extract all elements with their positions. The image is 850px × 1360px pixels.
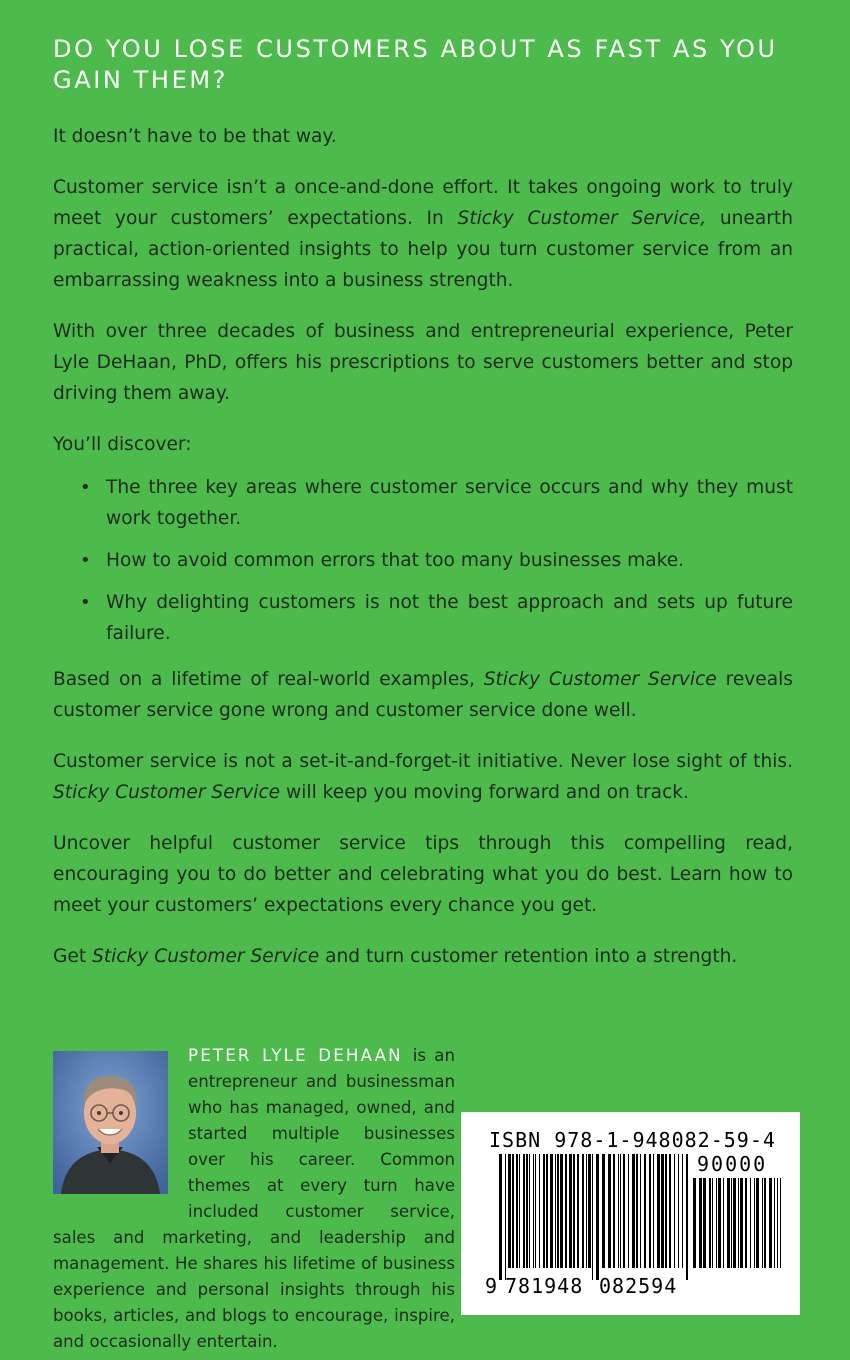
barcode-bar xyxy=(526,1154,528,1268)
barcode-bar xyxy=(738,1178,739,1268)
barcode-bar xyxy=(535,1154,536,1268)
barcode-bar xyxy=(523,1154,525,1268)
book-title: Sticky Customer Service xyxy=(53,782,281,803)
barcode-bar xyxy=(678,1154,679,1268)
barcode-bar xyxy=(613,1154,615,1268)
barcode-bar xyxy=(592,1154,593,1280)
barcode-bar xyxy=(699,1178,702,1268)
barcode-bar xyxy=(632,1154,635,1268)
barcode-bar xyxy=(569,1154,572,1268)
barcode-bar xyxy=(516,1154,518,1268)
author-name: PETER LYLE DEHAAN xyxy=(188,1046,403,1065)
list-item: • The three key areas where customer service occurs and why they must work together. xyxy=(53,472,793,534)
barcode-bar xyxy=(777,1178,778,1268)
barcode-bar xyxy=(628,1154,629,1268)
paragraph-3: With over three decades of business and entrepreneurial experience, Peter Lyle DeHaan, PhD, offers his prescriptions to serve customers better and stop driving them away. xyxy=(53,321,793,404)
barcode-bar xyxy=(505,1154,506,1280)
book-title: Sticky Customer Service xyxy=(483,669,717,690)
paragraph-1: It doesn’t have to be that way. xyxy=(53,126,337,147)
barcode-bar xyxy=(618,1154,619,1268)
barcode-bar xyxy=(649,1154,651,1268)
barcode-bar xyxy=(577,1154,579,1268)
barcode-bar xyxy=(657,1154,660,1268)
barcode-bar xyxy=(709,1178,711,1268)
barcode-bar xyxy=(596,1154,599,1280)
barcode-bar xyxy=(762,1178,763,1268)
barcode-bar xyxy=(546,1154,548,1268)
list-item: • Why delighting customers is not the best approach and sets up future failure. xyxy=(53,587,793,649)
barcode-bar xyxy=(608,1154,611,1268)
barcode-bar xyxy=(557,1154,559,1268)
paragraph-8: Get Sticky Customer Service and turn customer retention into a strength. xyxy=(53,946,738,967)
barcode-bar xyxy=(499,1154,502,1280)
bullet-icon: • xyxy=(80,477,91,498)
barcode-bar xyxy=(573,1154,575,1268)
barcode-bar xyxy=(731,1178,732,1268)
barcode-bar xyxy=(602,1154,605,1268)
barcode-bar xyxy=(661,1154,664,1268)
addon-code: 90000 xyxy=(697,1152,768,1176)
paragraph-4: You’ll discover: xyxy=(53,434,192,455)
headline: DO YOU LOSE CUSTOMERS ABOUT AS FAST AS YOU GAIN THEM? xyxy=(53,35,778,94)
barcode-bar xyxy=(555,1154,556,1268)
barcode-addon-bars xyxy=(693,1178,783,1280)
barcode-bar xyxy=(769,1178,772,1268)
barcode-digit-first: 9 xyxy=(485,1274,498,1298)
bio-text: is an entrepreneur and businessman who has managed, owned, and started multiple businesses over his career. Common themes at every turn have included customer service, sales and marketing, and leadership and management. He shares his lifetime of business experience and personal insights through his books, articles, and blogs to encourage, inspire, and occasionally entertain. xyxy=(53,1046,455,1351)
isbn-label: ISBN 978-1-948082-59-4 xyxy=(489,1128,776,1152)
barcode-bar xyxy=(512,1154,514,1268)
barcode-main-bars xyxy=(499,1154,691,1280)
barcode-bar xyxy=(750,1178,751,1268)
description xyxy=(53,121,793,992)
barcode-bar xyxy=(712,1178,713,1268)
barcode-bar xyxy=(745,1178,747,1268)
barcode-bar xyxy=(682,1154,683,1268)
bullet-list xyxy=(53,472,793,649)
bullet-icon: • xyxy=(80,550,91,571)
barcode-bar xyxy=(665,1154,667,1268)
barcode-bar xyxy=(686,1154,688,1280)
barcode-bar xyxy=(620,1154,621,1268)
barcode-bar xyxy=(636,1154,638,1268)
barcode-bar xyxy=(533,1154,534,1268)
barcode-bar xyxy=(774,1178,775,1268)
book-title: Sticky Customer Service xyxy=(92,946,320,967)
barcode-bar xyxy=(693,1178,696,1268)
barcode-bar xyxy=(764,1178,766,1268)
barcode-bar xyxy=(718,1178,721,1268)
list-item: • How to avoid common errors that too many businesses make. xyxy=(53,545,793,576)
barcode-bar xyxy=(560,1154,563,1268)
barcode-bar xyxy=(756,1178,759,1268)
barcode-digits-right: 082594 xyxy=(599,1274,678,1298)
barcode-bar xyxy=(565,1154,567,1268)
barcode-bar xyxy=(519,1154,520,1268)
paragraph-2: Customer service isn’t a once-and-done effort. It takes ongoing work to truly meet your customers’ expectations. In Sticky Customer Service, unearth practical, action-oriented insights to help you turn customer service from an embarrassing weakness into a business strength. xyxy=(53,177,793,291)
barcode-bar xyxy=(588,1154,591,1268)
barcode-bar xyxy=(674,1154,675,1268)
bullet-icon: • xyxy=(80,592,91,613)
barcode-bar xyxy=(754,1178,755,1268)
barcode-digits-left: 781948 xyxy=(505,1274,584,1298)
author-photo xyxy=(53,1051,168,1194)
barcode xyxy=(461,1112,800,1315)
barcode-bar xyxy=(623,1154,625,1268)
barcode-bar xyxy=(582,1154,584,1268)
paragraph-6: Customer service is not a set-it-and-forget-it initiative. Never lose sight of this. Sticky Customer Service will keep you moving forward and on track. xyxy=(53,751,793,803)
barcode-bar xyxy=(529,1154,530,1268)
paragraph-7: Uncover helpful customer service tips through this compelling read, encouraging you to do better and celebrating what you do best. Learn how to meet your customers’ expectations every chance you get. xyxy=(53,833,793,916)
barcode-bar xyxy=(508,1154,511,1268)
barcode-bar xyxy=(550,1154,553,1268)
barcode-bar xyxy=(653,1154,654,1268)
barcode-bar xyxy=(740,1178,743,1268)
barcode-bar xyxy=(733,1178,736,1268)
barcode-bar xyxy=(543,1154,545,1268)
barcode-bar xyxy=(644,1154,646,1268)
author-portrait-icon xyxy=(53,1051,168,1194)
barcode-bar xyxy=(539,1154,540,1268)
barcode-bar xyxy=(780,1178,781,1268)
paragraph-5: Based on a lifetime of real-world examples, Sticky Customer Service reveals customer service gone wrong and customer service done well. xyxy=(53,669,793,721)
barcode-bar xyxy=(703,1178,706,1268)
book-title: Sticky Customer Service, xyxy=(457,208,707,229)
barcode-bar xyxy=(723,1178,724,1268)
barcode-bar xyxy=(727,1178,730,1268)
barcode-bar xyxy=(640,1154,641,1268)
barcode-bar xyxy=(586,1154,587,1268)
barcode-bar xyxy=(716,1178,717,1268)
barcode-bar xyxy=(669,1154,671,1268)
